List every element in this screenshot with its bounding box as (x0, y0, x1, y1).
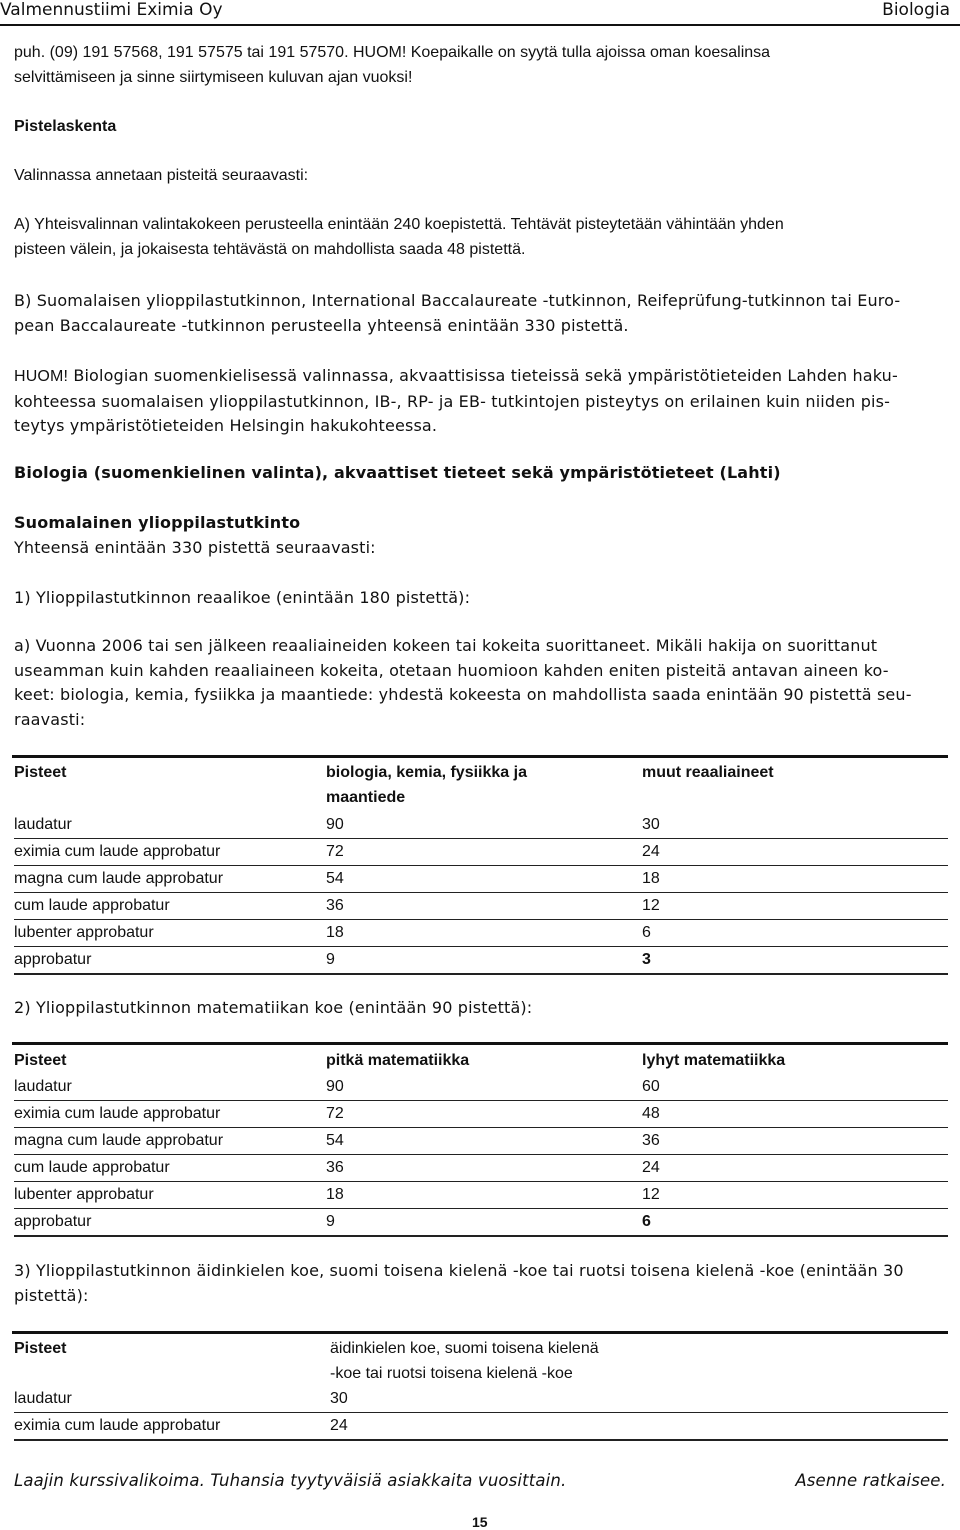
grade-cell: cum laude approbatur (14, 897, 170, 914)
points-cell: 72 (326, 843, 344, 860)
points-cell: 36 (642, 1132, 660, 1149)
table-row (14, 1209, 948, 1237)
table1-top-rule (12, 755, 948, 758)
option-a-paragraph: A) Yhteisvalinnan valintakokeen perusteella enintään 240 koepistettä. Tehtävät pisteytetään vähintään yhden pisteen välein, ja jokaisesta tehtävästä on mahdollista saada 48 pistettä. (14, 216, 784, 258)
table1-header-row (14, 760, 948, 812)
points-cell: 30 (330, 1390, 348, 1407)
table-row (14, 947, 948, 975)
points-cell: 54 (326, 1132, 344, 1149)
note-paragraph (14, 364, 949, 439)
table1-header-science: biologia, kemia, fysiikka ja maantiede (326, 764, 527, 806)
table3-header-points: Pisteet (14, 1340, 67, 1357)
points-cell: 12 (642, 1186, 660, 1203)
points-cell: 18 (326, 1186, 344, 1203)
table1-header-points: Pisteet (14, 764, 67, 781)
table-row (14, 893, 948, 920)
table1-header-other: muut reaaliaineet (642, 764, 774, 781)
part1-a-paragraph: a) Vuonna 2006 tai sen jälkeen reaaliaineiden kokeen tai kokeita suorittaneet. Mikäli hakija on suorittanut useamman kuin kahden reaaliaineen kokeita, otetaan huomioon kahden eniten pisteitä antavan aineen ko- keet: biologia, kemia, fysiikka ja maantiede: yhdestä kokeesta on mahdollista saada enintään 90 pistettä seu- raavasti: (14, 636, 912, 729)
points-cell: 24 (642, 1159, 660, 1176)
points-cell: 3 (642, 951, 651, 968)
points-cell: 9 (326, 951, 335, 968)
grade-cell: magna cum laude approbatur (14, 870, 224, 887)
grade-cell: approbatur (14, 951, 92, 968)
table-row (14, 920, 948, 947)
points-cell: 54 (326, 870, 344, 887)
points-cell: 90 (326, 816, 344, 833)
grade-cell: eximia cum laude approbatur (14, 1105, 221, 1122)
points-cell: 48 (642, 1105, 660, 1122)
table2-header-row (14, 1048, 948, 1074)
table-row (14, 1074, 948, 1101)
grade-cell: laudatur (14, 816, 72, 833)
option-b-paragraph: B) Suomalaisen ylioppilastutkinnon, International Baccalaureate -tutkinnon, Reifeprüfung-tutkinnon tai Euro- pean Baccalaureate -tutkinnon perusteella yhteensä enintään 330 pistettä. (14, 291, 901, 335)
points-cell: 18 (642, 870, 660, 887)
points-cell: 90 (326, 1078, 344, 1095)
footer-motto: Asenne ratkaisee. (795, 1471, 946, 1490)
table1 (14, 760, 948, 975)
grade-cell: laudatur (14, 1078, 72, 1095)
part3-heading: 3) Ylioppilastutkinnon äidinkielen koe, suomi toisena kielenä -koe tai ruotsi toisena kielenä -koe (enintään 30 pistettä): (14, 1261, 904, 1305)
table2-top-rule (12, 1042, 948, 1045)
header-subject: Biologia (882, 0, 950, 20)
section-total: Yhteensä enintään 330 pistettä seuraavasti: (14, 538, 376, 557)
table2-header-points: Pisteet (14, 1052, 67, 1069)
table-row (14, 1155, 948, 1182)
grade-cell: laudatur (14, 1390, 72, 1407)
grade-cell: approbatur (14, 1213, 92, 1230)
points-cell: 9 (326, 1213, 335, 1230)
table2 (14, 1048, 948, 1237)
table-row (14, 1101, 948, 1128)
table-row (14, 1386, 948, 1413)
footer-slogan: Laajin kurssivalikoima. Tuhansia tyytyväisiä asiakkaita vuosittain. (14, 1471, 567, 1490)
note-prefix: HUOM! (14, 368, 69, 385)
scoring-lead: Valinnassa annetaan pisteitä seuraavasti: (14, 167, 309, 184)
grade-cell: lubenter approbatur (14, 1186, 154, 1203)
table-row (14, 866, 948, 893)
grade-cell: eximia cum laude approbatur (14, 1417, 221, 1434)
header-company: Valmennustiimi Eximia Oy (0, 0, 223, 20)
table-row (14, 812, 948, 839)
points-cell: 6 (642, 924, 651, 941)
points-cell: 72 (326, 1105, 344, 1122)
note-text: Biologian suomenkielisessä valinnassa, akvaattisissa tieteissä sekä ympäristötieteiden Lahden haku- kohteessa suomalaisen ylioppilastutkinnon, IB-, RP- ja EB- tutkintojen pisteytys on erilainen kuin niiden pis- teytys ympäristötieteiden Helsingin hakukohteessa. (14, 366, 898, 435)
table3-top-rule (12, 1331, 948, 1334)
table3-header-language: äidinkielen koe, suomi toisena kielenä -koe tai ruotsi toisena kielenä -koe (330, 1340, 599, 1382)
points-cell: 24 (330, 1417, 348, 1434)
points-cell: 12 (642, 897, 660, 914)
contact-paragraph: puh. (09) 191 57568, 191 57575 tai 191 57570. HUOM! Koepaikalle on syytä tulla ajoissa oman koesalinsa selvittämiseen ja sinne siirtymiseen kuluvan ajan vuoksi! (14, 44, 771, 86)
part1-heading: 1) Ylioppilastutkinnon reaalikoe (enintään 180 pistettä): (14, 588, 471, 607)
table3 (14, 1336, 948, 1441)
grade-cell: eximia cum laude approbatur (14, 843, 221, 860)
points-cell: 60 (642, 1078, 660, 1095)
table2-header-short-math: lyhyt matematiikka (642, 1052, 786, 1069)
points-cell: 36 (326, 1159, 344, 1176)
table-row (14, 839, 948, 866)
grade-cell: lubenter approbatur (14, 924, 154, 941)
points-cell: 18 (326, 924, 344, 941)
page-number: 15 (472, 1514, 488, 1530)
header-divider (0, 24, 960, 26)
points-cell: 6 (642, 1213, 651, 1230)
points-cell: 36 (326, 897, 344, 914)
table2-header-long-math: pitkä matematiikka (326, 1052, 470, 1069)
table-row (14, 1128, 948, 1155)
grade-cell: cum laude approbatur (14, 1159, 170, 1176)
part2-heading: 2) Ylioppilastutkinnon matematiikan koe (enintään 90 pistettä): (14, 998, 533, 1017)
section-subtitle: Suomalainen ylioppilastutkinto (14, 513, 301, 532)
grade-cell: magna cum laude approbatur (14, 1132, 224, 1149)
section-title: Biologia (suomenkielinen valinta), akvaattiset tieteet sekä ympäristötieteet (Lahti) (14, 463, 781, 482)
scoring-heading: Pistelaskenta (14, 118, 117, 135)
points-cell: 24 (642, 843, 660, 860)
table-row (14, 1182, 948, 1209)
table3-header-row (14, 1336, 948, 1386)
points-cell: 30 (642, 816, 660, 833)
table-row (14, 1413, 948, 1441)
